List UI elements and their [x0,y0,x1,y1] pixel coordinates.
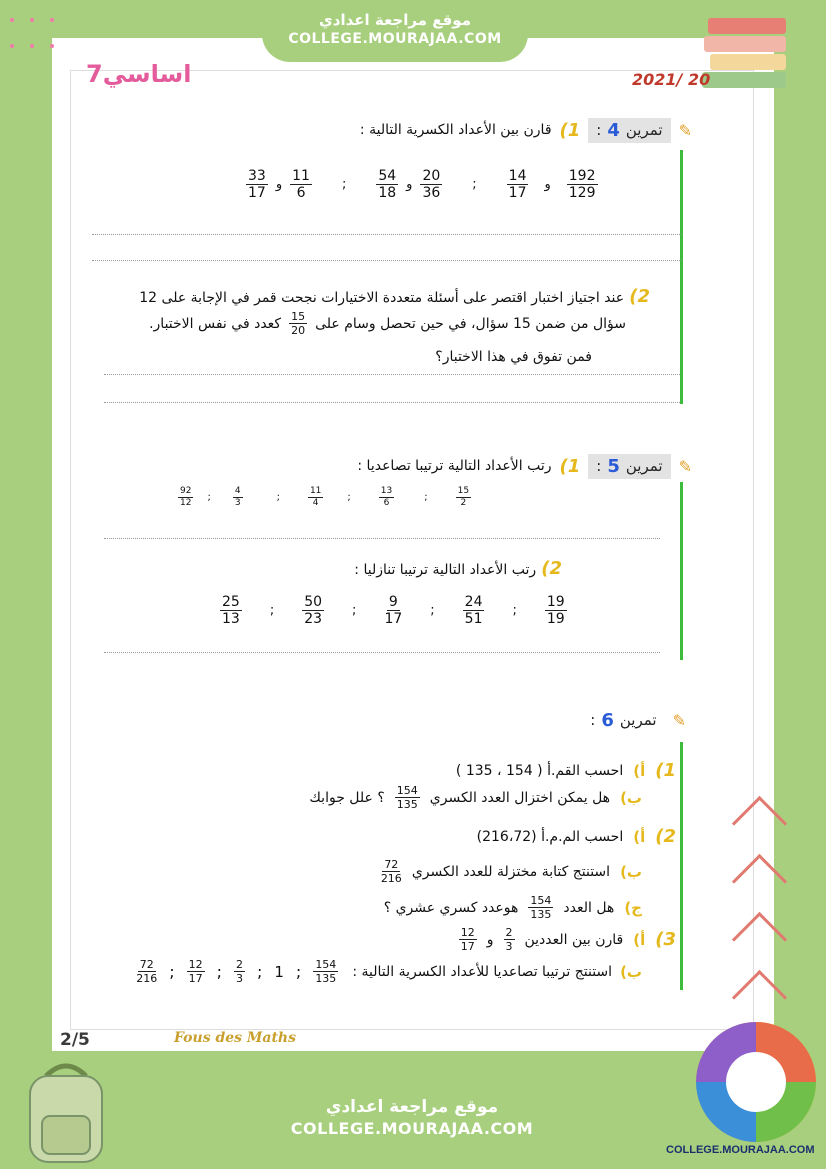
school-year: 2021/ 20 [632,70,711,89]
fraction: $\frac{9}{17}$ [384,594,403,627]
answer-line [104,402,680,403]
fraction: $\frac{15}{2}$ [457,486,470,508]
exercise-number: 4 [607,119,620,141]
pencil-icon: ✎ [678,456,692,476]
exercise-label: تمرين [619,711,657,729]
separator: ; [472,177,477,192]
exercise-6-header [582,708,686,732]
answer-line [104,374,680,375]
question-number: 1) [559,119,581,141]
footer-site-url: COLLEGE.MOURAJAA.COM [290,1119,534,1138]
question-text: رتب الأعداد التالية ترتيبا تنازليا : [354,562,537,578]
green-margin-bar [680,742,683,990]
pencil-icon: ✎ [672,710,686,730]
grade-label: 7اساسي [86,60,192,88]
fraction: $\frac{25}{13}$ [222,594,240,627]
footer-site-arabic: موقع مراجعة اعدادي [325,1097,499,1117]
colon: : [596,121,602,139]
fraction: $\frac{14}{17}$ [508,168,527,201]
exercise-5-question-2 [354,558,562,579]
site-logo-wheel[interactable] [694,1020,818,1144]
fraction: $\frac{154}{135}$ [530,894,552,921]
sub-question-letter: أ) [633,827,646,846]
separator: ; [207,492,211,503]
sub-question-letter: ب) [620,862,642,881]
question-text: سؤال من ضمن 15 سؤال، في حين تحصل وسام على [315,315,626,332]
fraction: $\frac{11}{6}$ [292,168,310,201]
question-text: عند اجتياز اختبار اقتصر على أسئلة متعددة الاختيارات نجحت قمر في الإجابة على 12 [139,290,625,306]
answer-line [92,260,682,261]
number-one: 1 [274,962,284,981]
question-text: احسب القم.أ ( 154 ، 135 ) [455,762,624,779]
ex6-line-2c [384,894,642,921]
fraction: $\frac{72}{216}$ [380,858,402,885]
separator: ; [347,492,351,503]
pencil-icon: ✎ [678,120,692,140]
exercise-number: 5 [607,455,620,477]
sub-question-letter: ج) [624,898,642,917]
question-text: استنتج ترتيبا تصاعديا للأعداد الكسرية التالية : [352,963,613,980]
question-number: 1) [655,760,676,781]
answer-line [104,538,660,539]
ex6-line-3a [459,926,676,953]
question-2-line1 [139,286,650,307]
exercise-tag [588,454,670,479]
sub-question-letter: ب) [620,962,642,981]
question-number: 2) [655,826,676,847]
decor-dot [30,18,34,22]
question-number: 2) [541,558,562,579]
question-number: 3) [655,929,676,950]
exercise-4-header [360,118,692,142]
question-text: احسب الم.م.أ (216،72) [476,828,624,845]
separator: ; [341,177,347,192]
question-text: كعدد في نفس الاختبار. [149,315,282,332]
ex6-line-1a [456,760,676,781]
logo-site-url: COLLEGE.MOURAJAA.COM [666,1144,815,1156]
fraction: $\frac{154}{135}$ [315,958,337,985]
separator: ; [276,492,280,503]
fraction: $\frac{192}{129}$ [568,168,596,201]
answer-line [104,652,660,653]
fraction: $\frac{2}{3}$ [235,958,243,985]
and-word: و [406,177,413,192]
question-text: ؟ علل جوابك [309,789,385,806]
answer-line [92,234,682,235]
exercise-tag [588,118,670,143]
fraction: $\frac{50}{23}$ [304,594,323,627]
sub-question-letter: ب) [620,788,642,807]
fraction: $\frac{2}{3}$ [505,926,513,953]
backpack-icon [16,1056,116,1166]
decor-dot [50,18,54,22]
question-text: هل العدد [563,899,615,916]
fraction: $\frac{92}{12}$ [180,486,192,508]
page-number: 2/5 [60,1030,90,1050]
fraction: $\frac{154}{135}$ [396,784,418,811]
separator: ; [424,492,428,503]
separator: ; [256,962,263,981]
and-word: و [486,931,494,948]
separator: ; [295,962,302,981]
question-number: 2) [629,286,650,307]
question-text: رتب الأعداد التالية ترتيبا تصاعديا : [357,458,552,474]
ex6-line-1b [309,784,642,811]
exercise-tag [582,708,664,733]
question-text: هل يمكن اختزال العدد الكسري [429,789,611,806]
green-margin-bar [680,150,683,404]
fraction: $\frac{19}{19}$ [546,594,565,627]
fraction-list-descending [220,594,567,627]
books-icon [700,14,792,94]
decor-dot [10,18,14,22]
question-number: 1) [559,455,581,477]
question-text: قارن بين العددين [524,931,624,948]
question-text: فمن تفوق في هذا الاختبار؟ [435,349,592,365]
ex6-line-3b [136,958,642,985]
fraction: $\frac{20}{36}$ [422,168,441,201]
exercise-5-header [357,454,692,478]
separator: ; [430,603,435,618]
question-text: قارن بين الأعداد الكسرية التالية : [359,122,552,138]
colon: : [596,457,602,475]
fraction: $\frac{13}{6}$ [380,486,393,508]
green-margin-bar [680,482,683,660]
decor-dot [30,44,34,48]
decor-dot [50,44,54,48]
brand-signature: Fous des Maths [174,1030,296,1046]
fraction: $\frac{33}{17}$ [248,168,266,201]
question-2-line2 [149,310,626,337]
separator: ; [216,962,222,981]
exercise-number: 6 [601,709,614,731]
fraction: $\frac{15}{20}$ [291,310,306,337]
ex6-line-2b [381,858,642,885]
footer-site-banner[interactable] [272,1078,552,1154]
fraction-list-order [136,958,338,985]
header-site-url: COLLEGE.MOURAJAA.COM [288,31,502,47]
question-2-line3 [435,346,592,365]
fraction: $\frac{72}{216}$ [136,958,158,985]
separator: ; [269,603,275,618]
fraction: $\frac{54}{18}$ [378,168,397,201]
question-text: استنتج كتابة مختزلة للعدد الكسري [411,863,611,880]
ex6-line-2a [477,826,676,847]
exercise-label: تمرين [625,121,663,139]
sub-question-letter: أ) [633,930,646,949]
header-site-banner[interactable] [262,2,528,62]
fraction: $\frac{11}{4}$ [309,486,322,508]
fraction-pairs-row [246,168,598,201]
fraction: $\frac{24}{51}$ [464,594,483,627]
separator: ; [169,962,175,981]
sub-question-letter: أ) [633,761,646,780]
fraction: $\frac{12}{17}$ [188,958,203,985]
fraction: $\frac{4}{3}$ [234,486,241,508]
question-text: هوعدد كسري عشري ؟ [383,899,519,916]
page-border [70,70,754,1030]
header-site-arabic: موقع مراجعة اعدادي [319,11,471,29]
fraction: $\frac{12}{17}$ [460,926,475,953]
decor-dot [10,44,14,48]
separator: ; [512,603,517,618]
fraction-list-ascending [178,486,471,509]
colon: : [590,711,596,729]
and-word: و [544,177,551,192]
and-word: و [275,177,283,192]
exercise-label: تمرين [625,457,663,475]
separator: ; [352,603,357,618]
